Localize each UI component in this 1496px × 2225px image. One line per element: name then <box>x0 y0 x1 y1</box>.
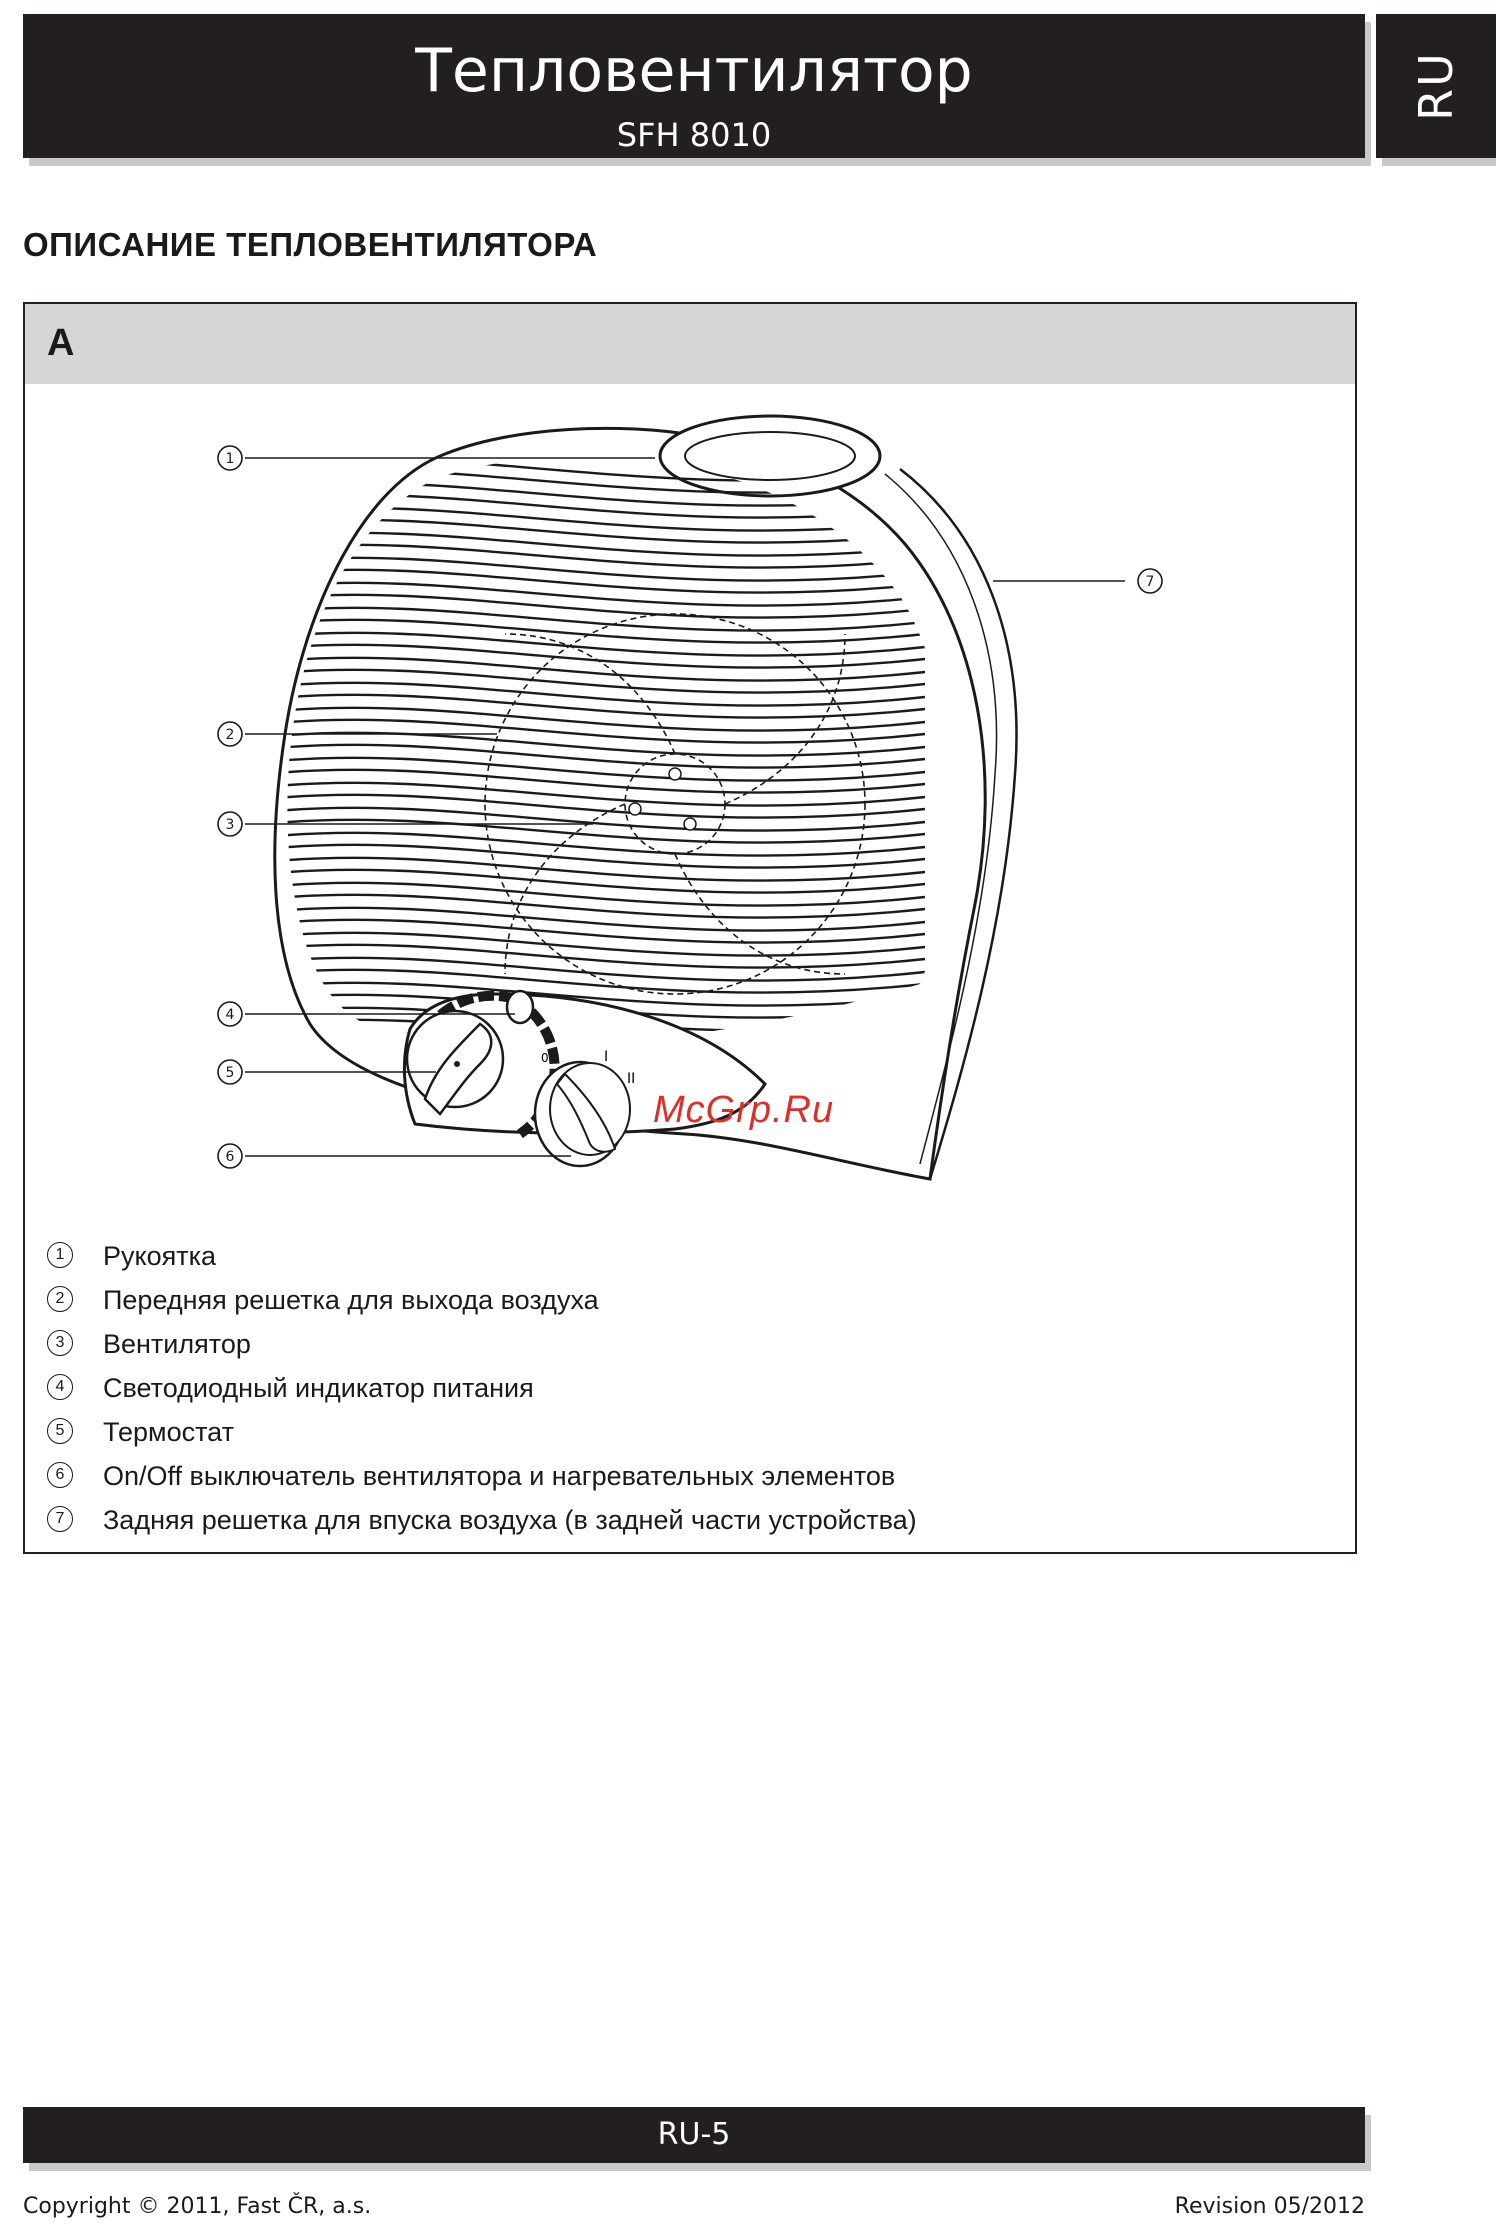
language-tab <box>1376 14 1496 158</box>
callout-3: 3 <box>225 817 235 833</box>
legend-text: Передняя решетка для выхода воздуха <box>103 1285 599 1315</box>
watermark: McGrp.Ru <box>653 1089 835 1131</box>
legend-number: 1 <box>47 1242 73 1268</box>
legend-text: On/Off выключатель вентилятора и нагревательных элементов <box>103 1461 896 1491</box>
legend-text: Светодиодный индикатор питания <box>103 1373 534 1403</box>
legend-number: 3 <box>47 1330 73 1356</box>
page-number: RU-5 <box>657 2117 731 2152</box>
legend-number: 7 <box>47 1506 73 1532</box>
model-name: SFH 8010 <box>616 116 772 154</box>
legend-text: Термостат <box>103 1417 234 1447</box>
legend-text: Задняя решетка для впуска воздуха (в задней части устройства) <box>103 1505 917 1535</box>
callout-7: 7 <box>1145 574 1155 590</box>
power-led-icon <box>507 991 533 1023</box>
knob-mark-one: I <box>604 1049 609 1065</box>
figure-letter: A <box>47 322 75 364</box>
callout-6: 6 <box>225 1149 235 1165</box>
knob-mark-off: 0 <box>541 1051 549 1065</box>
footer-bar <box>23 2107 1365 2163</box>
legend-text: Вентилятор <box>103 1329 251 1359</box>
revision-text: Revision 05/2012 <box>1174 2194 1365 2219</box>
switch-knob-icon <box>535 1062 630 1166</box>
callout-2: 2 <box>225 727 235 743</box>
legend-number: 5 <box>47 1418 73 1444</box>
figure-box <box>23 302 1357 1554</box>
legend-number: 4 <box>47 1374 73 1400</box>
legend-number: 6 <box>47 1462 73 1488</box>
document-title: Тепловентилятор <box>415 36 973 106</box>
legend-text: Рукоятка <box>103 1241 217 1271</box>
copyright-text: Copyright © 2011, Fast ČR, a.s. <box>23 2194 372 2219</box>
callout-4: 4 <box>225 1007 235 1023</box>
callout-1: 1 <box>225 451 235 467</box>
legend-number: 2 <box>47 1286 73 1312</box>
callout-5: 5 <box>225 1065 235 1081</box>
section-heading: ОПИСАНИЕ ТЕПЛОВЕНТИЛЯТОРА <box>23 226 598 263</box>
header-bar <box>23 14 1365 158</box>
language-code: RU <box>1409 51 1463 121</box>
knob-mark-two: II <box>627 1071 636 1087</box>
